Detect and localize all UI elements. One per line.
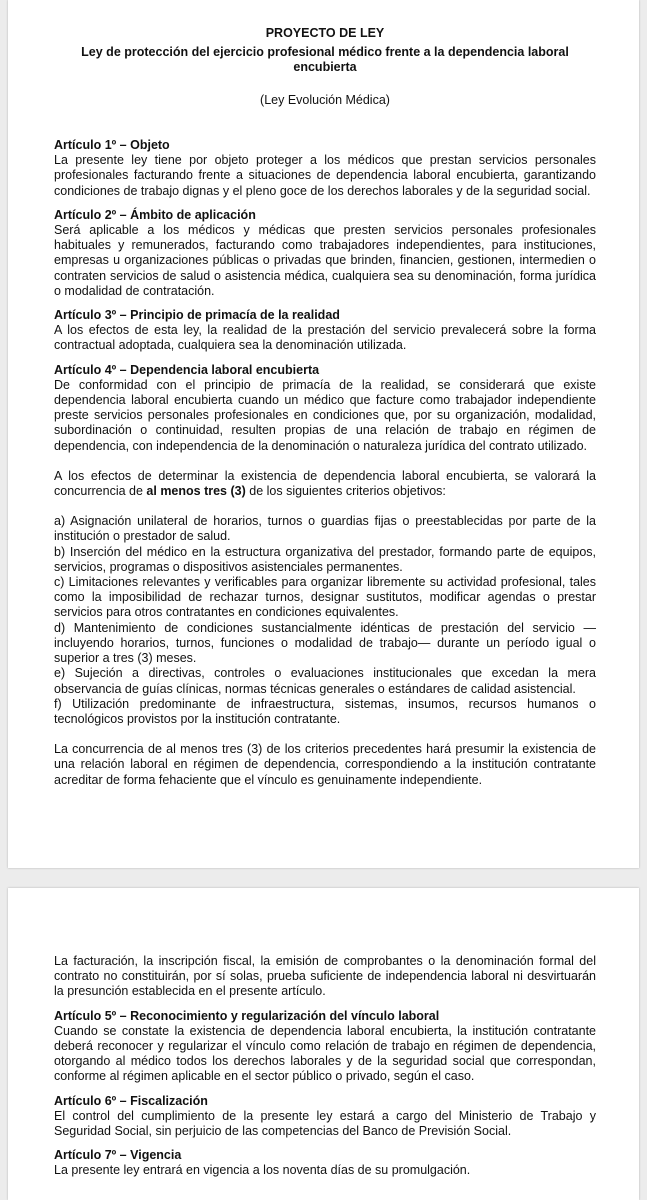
criterion-f: f) Utilización predominante de infraestructura, sistemas, insumos, recursos humanos o tecnológicos provistos por la institución contratante. [54, 696, 596, 726]
law-short-name: (Ley Evolución Médica) [260, 93, 390, 107]
criterion-a: a) Asignación unilateral de horarios, turnos o guardias fijas o preestablecidas por parte de la institución o prestador de salud. [54, 514, 596, 544]
article-4-paragraph-2-end: de los siguientes criterios objetivos: [245, 484, 446, 499]
article-5-text: Cuando se constate la existencia de dependencia laboral encubierta, la institución contratante deberá reconocer y regularizar el vínculo como relación de trabajo en régimen de dependencia, otorgando al médico todos los derechos laborales y de la seguridad social que correspondan, conforme al régimen aplicable en el sector público o privado, según el caso. [54, 1023, 596, 1084]
article-7-title: Artículo 7º – Vigencia [54, 1148, 182, 1163]
article-5-title: Artículo 5º – Reconocimiento y regularización del vínculo laboral [54, 1008, 440, 1023]
article-1-text: La presente ley tiene por objeto proteger a los médicos que prestan servicios personales profesionales facturando frente a situaciones de dependencia laboral encubierta, garantizando condiciones de trabajo dignas y el pleno goce de los derechos laborales y de la seguridad social. [54, 153, 596, 198]
criterion-c: c) Limitaciones relevantes y verificables para organizar libremente su actividad profesional, tales como la imposibilidad de rechazar turnos, designar sustitutos, modificar agendas o prestar servicios para otros contratantes en condiciones equivalentes. [54, 575, 596, 620]
page-1-content [54, 26, 596, 788]
criterion-d: d) Mantenimiento de condiciones sustancialmente idénticas de prestación del servicio —incluyendo horarios, turnos, funciones o modalidad de trabajo— durante un período igual o superior a tres (3) meses. [54, 620, 596, 666]
article-1-title: Artículo 1º – Objeto [54, 138, 170, 152]
page-2-content [54, 954, 596, 1179]
article-4-threshold: al menos tres (3) [146, 484, 246, 499]
article-3-title: Artículo 3º – Principio de primacía de la realidad [54, 308, 340, 323]
article-4-title: Artículo 4º – Dependencia laboral encubierta [54, 362, 320, 377]
criterion-b: b) Inserción del médico en la estructura organizativa del prestador, formando parte de equipos, servicios, programas o dispositivos asistenciales permanentes. [54, 544, 596, 574]
article-4-paragraph-3: La concurrencia de al menos tres (3) de los criterios precedentes hará presumir la existencia de una relación laboral en régimen de dependencia, correspondiendo a la institución contratante acreditar de forma fehaciente que el vínculo es genuinamente independiente. [54, 742, 596, 787]
article-4-paragraph-1: De conformidad con el principio de primacía de la realidad, se considerará que existe dependencia laboral encubierta cuando un médico que facture como trabajador independiente preste servicios personales profesionales en condiciones que, por su organización, modalidad, subordinación o continuidad, resulten propias de una relación de trabajo en régimen de dependencia, con independencia de la denominación o naturaleza jurídica del contrato utilizado. [54, 377, 596, 453]
criteria-list [54, 514, 596, 727]
document-title: PROYECTO DE LEY [265, 26, 385, 40]
criterion-e: e) Sujeción a directivas, controles o evaluaciones institucionales que excedan la mera observancia de guías clínicas, normas técnicas generales o estándares de calidad asistencial. [54, 666, 596, 696]
document-page-2 [8, 888, 639, 1200]
article-4-continuation: La facturación, la inscripción fiscal, la emisión de comprobantes o la denominación formal del contrato no constituirán, por sí solas, prueba suficiente de independencia laboral ni desvirtuarán la presunción establecida en el presente artículo. [54, 954, 596, 999]
document-page-1 [8, 0, 639, 868]
article-4-paragraph-2-start: A los efectos de determinar la existencia de dependencia laboral encubierta, se valorará la concurrencia de [54, 468, 596, 499]
article-2-text: Será aplicable a los médicos y médicas que presten servicios personales profesionales habituales y remunerados, facturando como trabajadores independientes, para instituciones, empresas u organizaciones públicas o privadas que brinden, financien, gestionen, intermedien o contraten servicios de salud o asistencia médica, cualquiera sea su denominación, forma jurídica o modalidad de contratación. [54, 223, 596, 298]
article-3-text: A los efectos de esta ley, la realidad de la prestación del servicio prevalecerá sobre la forma contractual adoptada, cualquiera sea la denominación utilizada. [54, 323, 596, 353]
article-2-title: Artículo 2º – Ámbito de aplicación [54, 207, 256, 222]
article-6-title: Artículo 6º – Fiscalización [54, 1093, 208, 1108]
article-4-paragraph-2 [54, 469, 596, 499]
article-6-text: El control del cumplimiento de la presente ley estará a cargo del Ministerio de Trabajo y Seguridad Social, sin perjuicio de las competencias del Banco de Previsión Social. [54, 1108, 596, 1139]
article-7-text: La presente ley entrará en vigencia a los noventa días de su promulgación. [54, 1163, 471, 1178]
law-full-title: Ley de protección del ejercicio profesional médico frente a la dependencia laboral encubierta [81, 45, 569, 74]
